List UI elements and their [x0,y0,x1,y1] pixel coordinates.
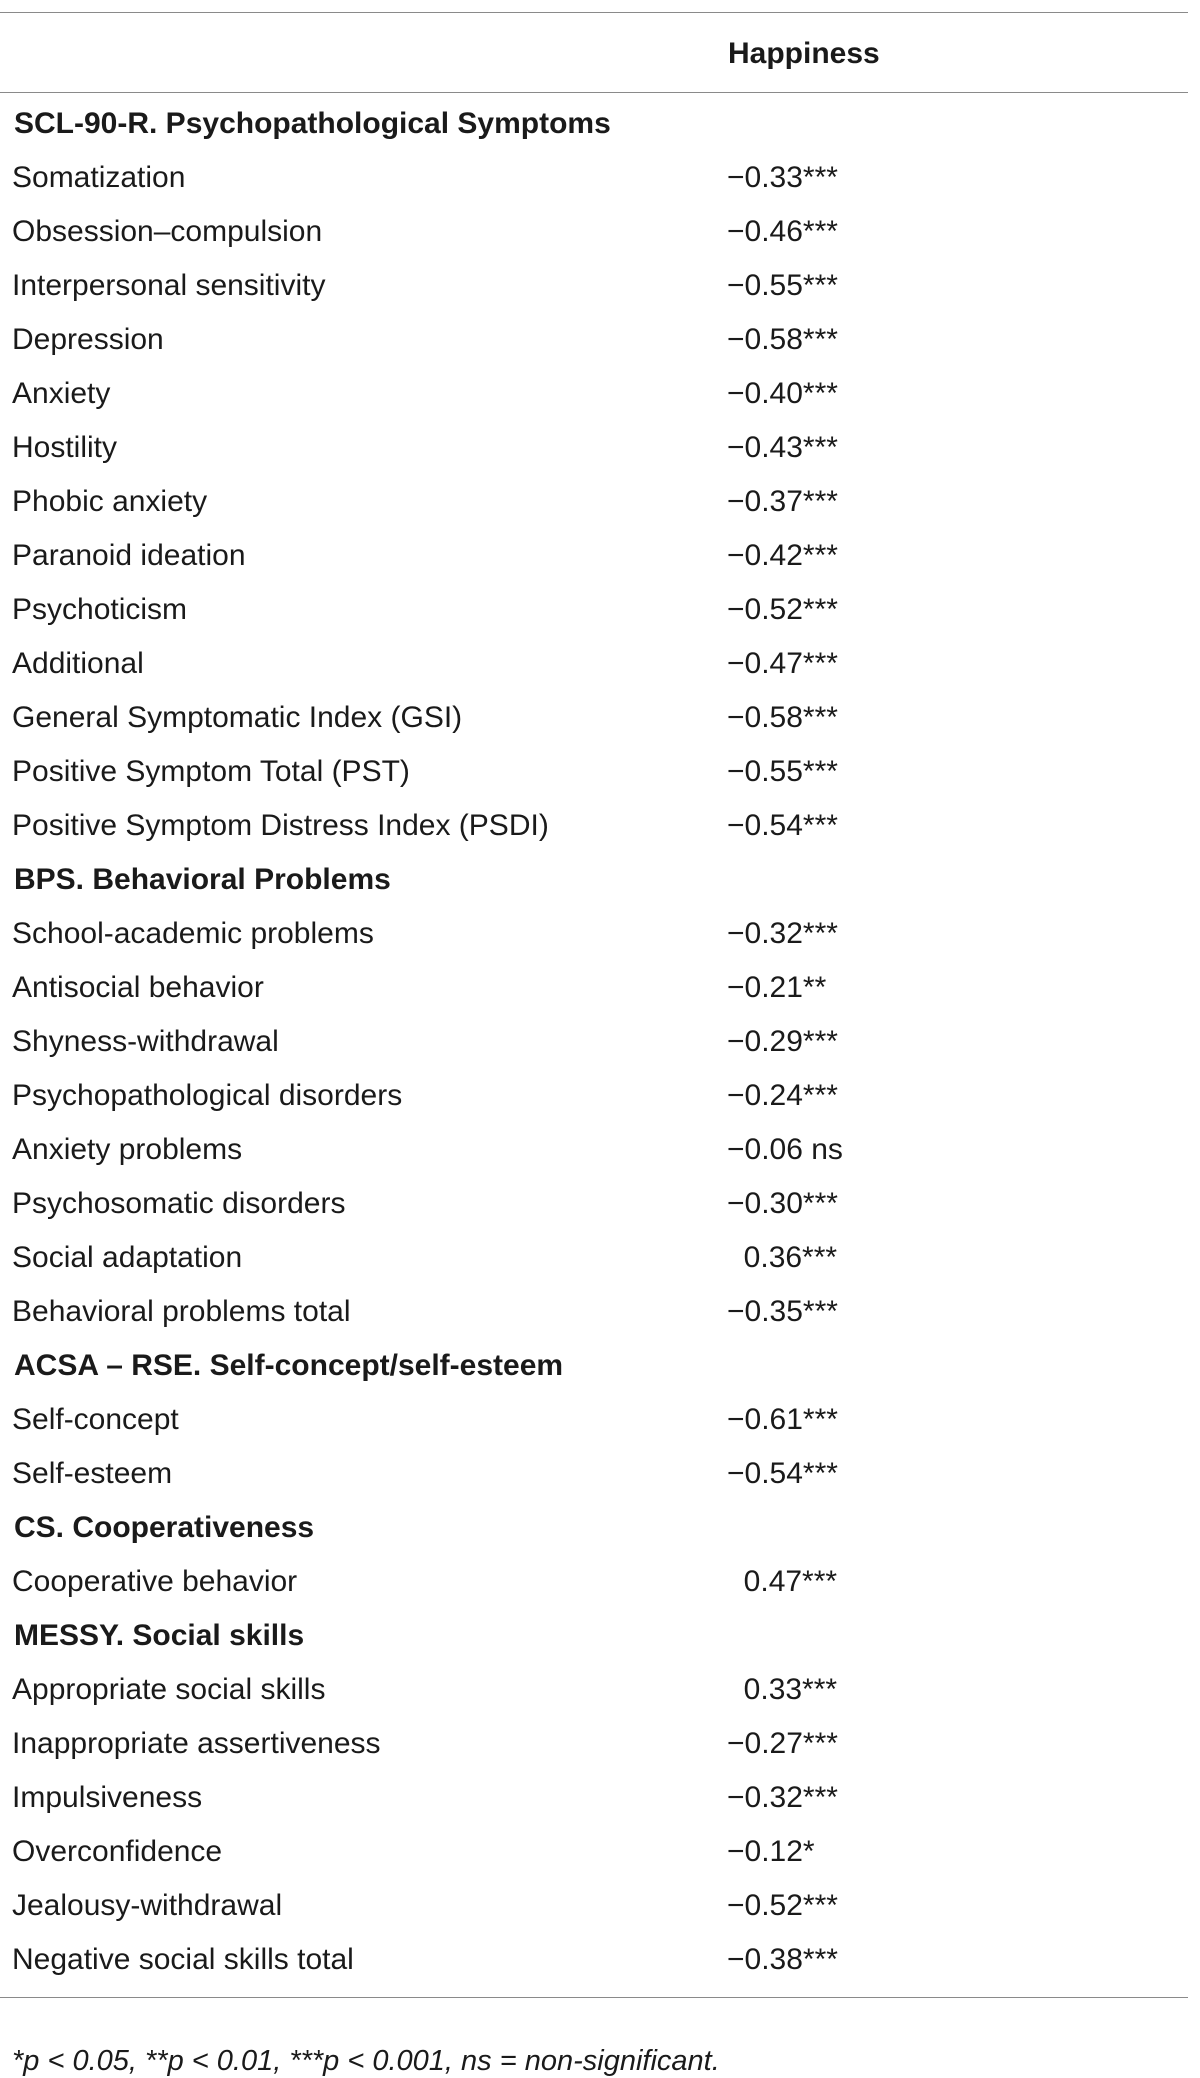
variable-label: Somatization [12,161,186,194]
correlation-value: −0.06 ns [727,1133,843,1166]
correlation-value: −0.46*** [727,215,838,248]
column-header-happiness: Happiness [728,37,880,70]
table-row [0,421,1190,475]
table-row [0,259,1190,313]
table-row [0,1663,1190,1717]
correlation-value: −0.61*** [727,1403,838,1436]
table-row [0,1555,1190,1609]
correlation-value: 0.36*** [727,1241,838,1274]
correlation-table [0,12,1190,1998]
correlation-value: −0.58*** [727,323,838,356]
variable-label: Depression [12,323,164,356]
correlation-value: −0.58*** [727,701,838,734]
variable-label: Self-esteem [12,1457,173,1490]
table-row [0,583,1190,637]
table-row [0,799,1190,853]
table-row [0,151,1190,205]
table-row [0,691,1190,745]
correlation-value: −0.52*** [727,1889,838,1922]
bottom-rule [0,1997,1188,1998]
variable-label: Antisocial behavior [12,971,264,1004]
variable-label: Negative social skills total [12,1943,354,1976]
section-header [0,1339,1190,1393]
variable-label: Impulsiveness [12,1781,203,1814]
correlation-value: −0.38*** [727,1943,838,1976]
variable-label: Anxiety [12,377,111,410]
table-row [0,745,1190,799]
table-row [0,367,1190,421]
correlation-value: −0.27*** [727,1727,838,1760]
section-title: CS. Cooperativeness [14,1511,315,1544]
table-row [0,907,1190,961]
correlation-value: −0.43*** [727,431,838,464]
table-body [0,93,1190,1987]
variable-label: Behavioral problems total [12,1295,351,1328]
variable-label: School-academic problems [12,917,374,950]
table-row [0,1771,1190,1825]
table-row [0,1393,1190,1447]
variable-label: General Symptomatic Index (GSI) [12,701,463,734]
variable-label: Interpersonal sensitivity [12,269,326,302]
correlation-value: −0.24*** [727,1079,838,1112]
variable-label: Positive Symptom Distress Index (PSDI) [12,809,549,842]
correlation-value: −0.12* [727,1835,815,1868]
correlation-value: −0.35*** [727,1295,838,1328]
table-row [0,1825,1190,1879]
correlation-value: −0.54*** [727,809,838,842]
table-row [0,1015,1190,1069]
variable-label: Hostility [12,431,118,464]
table-row [0,637,1190,691]
variable-label: Inappropriate assertiveness [12,1727,381,1760]
variable-label: Psychopathological disorders [12,1079,403,1112]
correlation-value: 0.33*** [727,1673,838,1706]
table-row [0,1123,1190,1177]
table-row [0,1231,1190,1285]
table-footnote: *p < 0.05, **p < 0.01, ***p < 0.001, ns = non-significant. [12,2045,720,2077]
variable-label: Obsession–compulsion [12,215,323,248]
variable-label: Psychosomatic disorders [12,1187,346,1220]
correlation-value: −0.32*** [727,1781,838,1814]
section-title: BPS. Behavioral Problems [14,863,391,896]
table-row [0,1879,1190,1933]
variable-label: Cooperative behavior [12,1565,298,1598]
table-row [0,1933,1190,1987]
correlation-value: 0.47*** [727,1565,838,1598]
correlation-value: −0.54*** [727,1457,838,1490]
correlation-value: −0.47*** [727,647,838,680]
table-row [0,1285,1190,1339]
table-row [0,1069,1190,1123]
correlation-value: −0.42*** [727,539,838,572]
section-title: MESSY. Social skills [14,1619,305,1652]
section-header [0,1501,1190,1555]
table-row [0,1447,1190,1501]
section-header [0,853,1190,907]
correlation-value: −0.21** [727,971,827,1004]
table-row [0,961,1190,1015]
variable-label: Additional [12,647,144,680]
variable-label: Jealousy-withdrawal [12,1889,283,1922]
variable-label: Paranoid ideation [12,539,246,572]
correlation-value: −0.32*** [727,917,838,950]
section-title: ACSA – RSE. Self-concept/self-esteem [14,1349,564,1382]
variable-label: Self-concept [12,1403,179,1436]
section-header [0,97,1190,151]
correlation-value: −0.55*** [727,755,838,788]
variable-label: Overconfidence [12,1835,223,1868]
table-row [0,313,1190,367]
variable-label: Appropriate social skills [12,1673,326,1706]
variable-label: Social adaptation [12,1241,243,1274]
correlation-value: −0.29*** [727,1025,838,1058]
correlation-value: −0.55*** [727,269,838,302]
correlation-value: −0.40*** [727,377,838,410]
variable-label: Anxiety problems [12,1133,243,1166]
variable-label: Positive Symptom Total (PST) [12,755,410,788]
variable-label: Shyness-withdrawal [12,1025,279,1058]
variable-label: Phobic anxiety [12,485,208,518]
correlation-value: −0.52*** [727,593,838,626]
section-header [0,1609,1190,1663]
correlation-value: −0.37*** [727,485,838,518]
table-header [0,13,1190,92]
variable-label: Psychoticism [12,593,188,626]
table-row [0,1717,1190,1771]
section-title: SCL-90-R. Psychopathological Symptoms [14,107,611,140]
table-row [0,529,1190,583]
table-row [0,475,1190,529]
correlation-value: −0.33*** [727,161,838,194]
correlation-value: −0.30*** [727,1187,838,1220]
table-row [0,205,1190,259]
table-row [0,1177,1190,1231]
